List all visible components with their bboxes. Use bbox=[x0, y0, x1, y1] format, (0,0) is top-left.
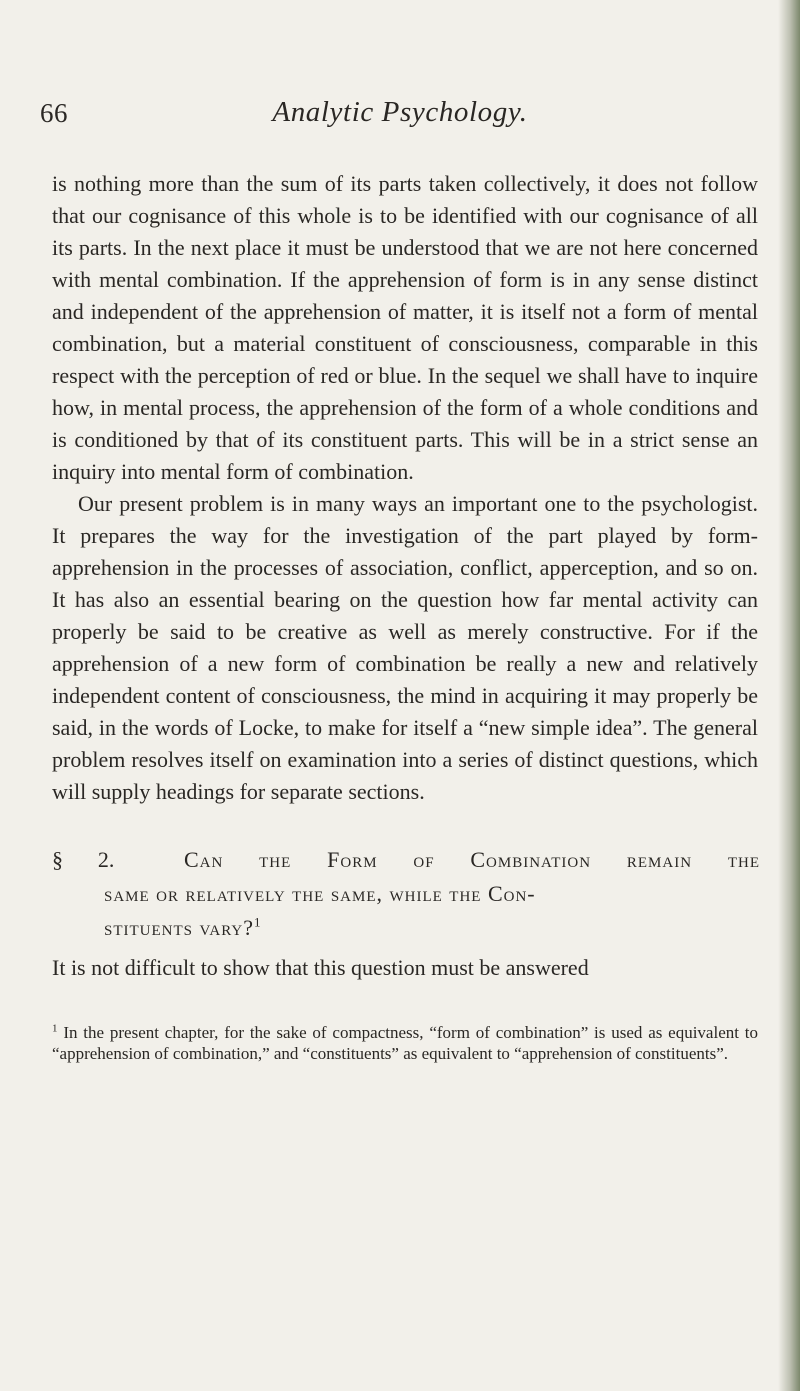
section-opening-text: It is not difficult to show that this question must be answered bbox=[52, 955, 589, 980]
section-number: § 2. bbox=[52, 847, 115, 872]
body-text bbox=[52, 168, 758, 808]
page-number: 66 bbox=[40, 98, 68, 128]
section-heading bbox=[52, 843, 760, 945]
section-heading-line-3 bbox=[52, 911, 760, 945]
running-title: Analytic Psychology. bbox=[272, 96, 528, 128]
section-heading-text-3: stituents vary? bbox=[104, 915, 255, 940]
section-heading-line-2: same or relatively the same, while the Con- bbox=[104, 881, 536, 906]
footnote-text: In the present chapter, for the sake of compactness, “form of combination” is used as equivalent to “apprehension of combination,” and “constituents” as equivalent to “apprehension of constituents”. bbox=[52, 1023, 759, 1063]
paragraph-2: Our present problem is in many ways an important one to the psychologist. It prepares the way for the investigation of the part played by form-apprehension in the processes of association, conflict, apperception, and so on. It has also an essential bearing on the question how far mental activity can properly be said to be creative as well as merely constructive. For if the apprehension of a new form of combination be really a new and relatively independent content of consciousness, the mind in acquiring it may properly be said, in the words of Locke, to make for itself a “new simple idea”. The general problem resolves itself on examination into a series of distinct questions, which will supply headings for separate sections. bbox=[52, 491, 758, 804]
footnote bbox=[52, 1022, 758, 1064]
section-heading-line-1 bbox=[52, 843, 760, 877]
footnote-marker: 1 bbox=[52, 1022, 58, 1035]
paragraph-1: is nothing more than the sum of its parts taken collectively, it does not follow that our cognisance of this whole is to be identified with our cognisance of all its parts. In the next place it must be understood that we are not here concerned with mental combination. If the apprehension of form is in any sense distinct and independent of the apprehension of matter, it is itself not a form of mental combination, but a material constituent of consciousness, comparable in this respect with the perception of red or blue. In the sequel we shall have to inquire how, in mental process, the apprehension of the form of a whole conditions and is conditioned by that of its constituent parts. This will be in a strict sense an inquiry into mental form of combination. bbox=[52, 171, 758, 484]
section-heading-text-1: Can the Form of Combination remain the bbox=[183, 847, 761, 872]
page-header bbox=[40, 98, 760, 138]
page-edge-shadow bbox=[778, 0, 800, 1391]
footnote-reference: 1 bbox=[254, 914, 261, 930]
